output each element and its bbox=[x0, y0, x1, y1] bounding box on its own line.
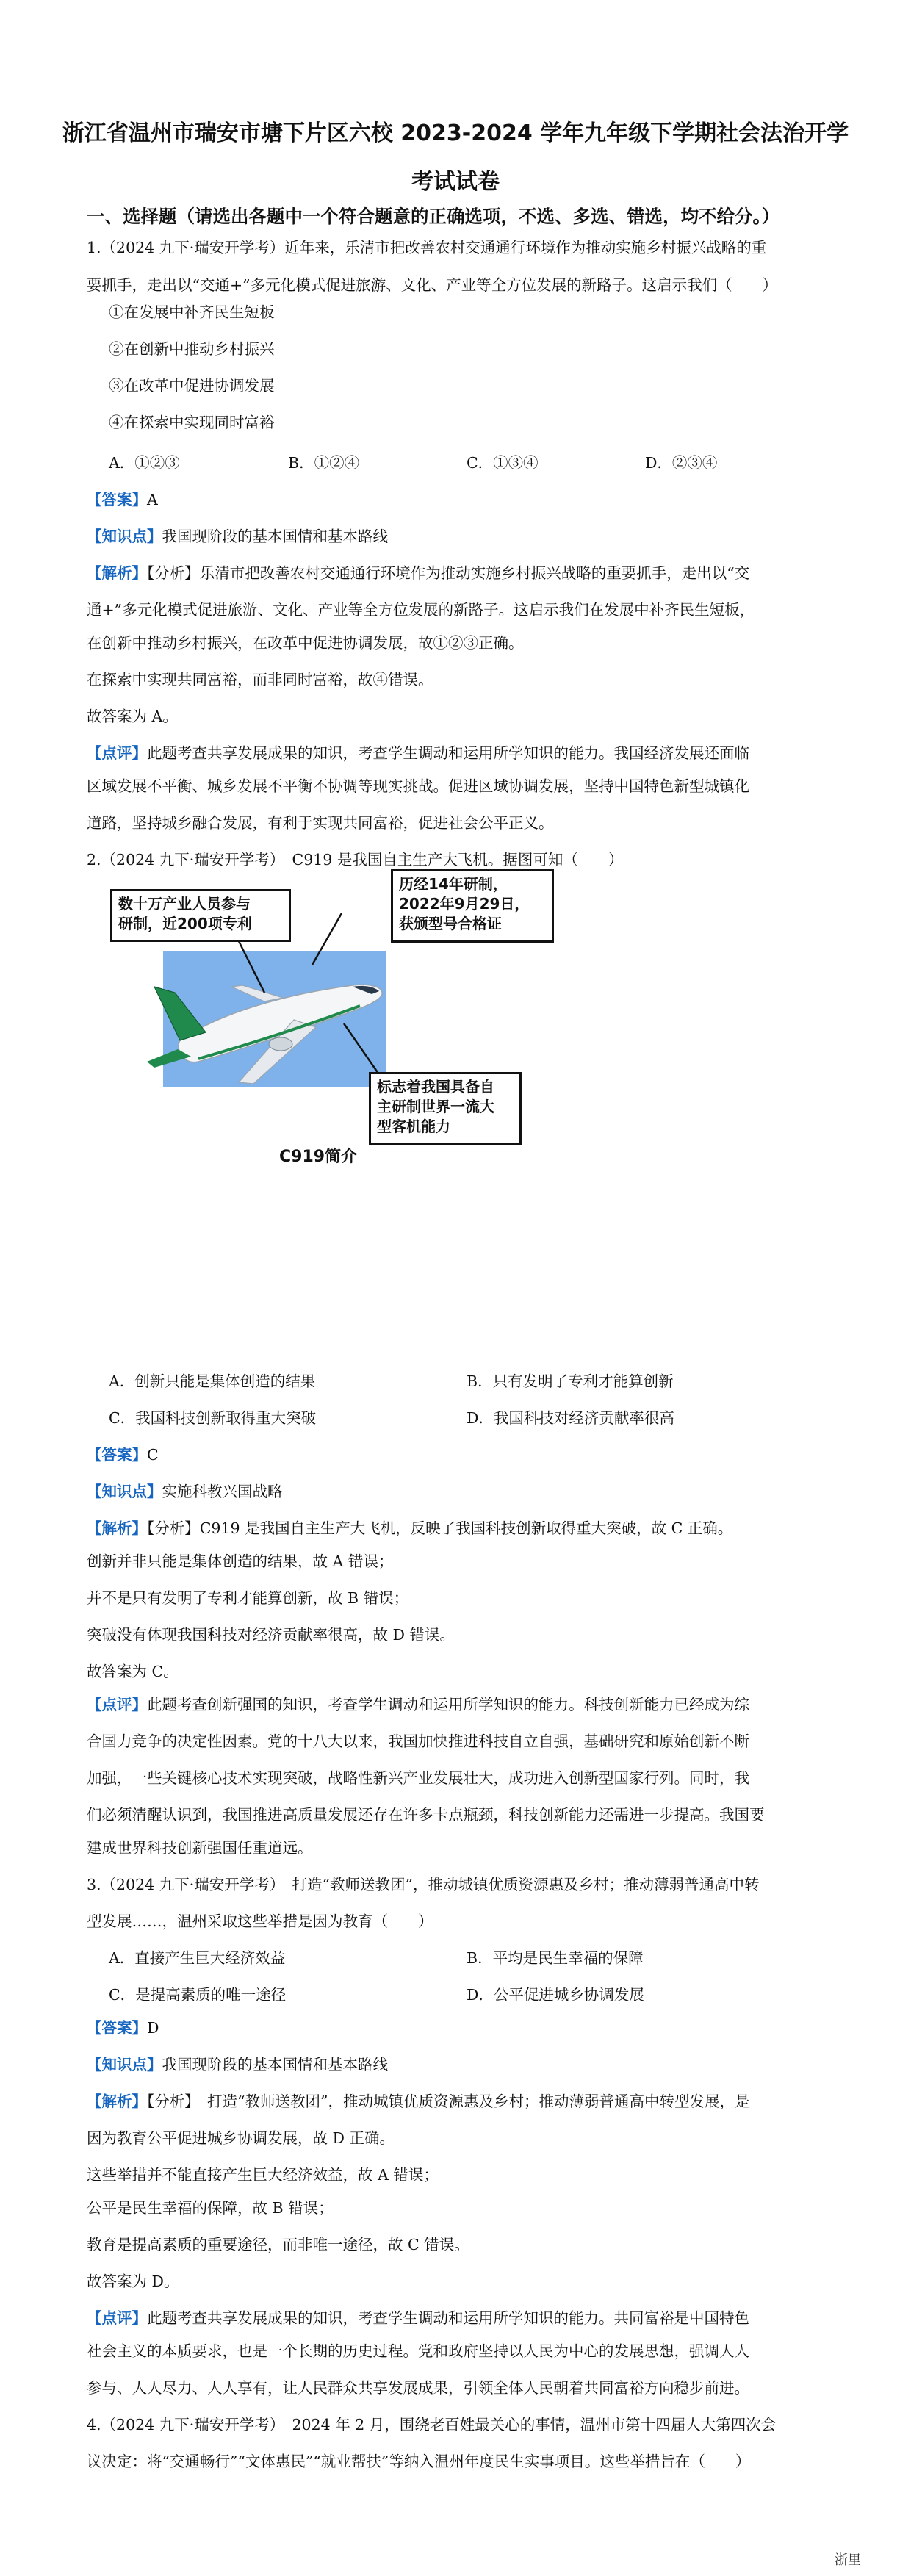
q3-analysis-line4: 公平是民生幸福的保障，故 B 错误； bbox=[87, 2199, 334, 2217]
analysis-text: 【分析】C919 是我国自主生产大飞机，反映了我国科技创新取得重大突破，故 C 正确。 bbox=[147, 1519, 733, 1537]
q1-option-a: A．①②③ bbox=[109, 454, 180, 472]
q1-analysis-line5: 故答案为 A。 bbox=[87, 708, 178, 725]
knowledge-text: 我国现阶段的基本国情和基本路线 bbox=[162, 2056, 388, 2073]
q3-analysis-line1 bbox=[87, 2090, 749, 2112]
comment-text: 此题考查创新强国的知识，考查学生调动和运用所学知识的能力。科技创新能力已经成为综 bbox=[147, 1696, 749, 1713]
q3-option-b: B．平均是民生幸福的保障 bbox=[467, 1949, 644, 1967]
q1-analysis-line2: 通+”多元化模式促进旅游、文化、产业等全方位发展的新路子。这启示我们在发展中补齐民生短板， bbox=[87, 601, 755, 619]
answer-tag: 【答案】 bbox=[87, 491, 147, 508]
q2-option-a: A．创新只能是集体创造的结果 bbox=[109, 1372, 316, 1390]
knowledge-tag: 【知识点】 bbox=[87, 1483, 162, 1500]
q1-comment-line1 bbox=[87, 742, 749, 764]
q3-analysis-line2: 因为教育公平促进城乡协调发展，故 D 正确。 bbox=[87, 2129, 395, 2147]
q2-comment-line3: 加强，一些关键核心技术实现突破，战略性新兴产业发展壮大，成功进入创新型国家行列。同时，我 bbox=[87, 1769, 749, 1787]
knowledge-text: 我国现阶段的基本国情和基本路线 bbox=[162, 528, 388, 545]
q1-analysis-line1 bbox=[87, 562, 749, 584]
q2-analysis-line2: 创新并非只能是集体创造的结果，故 A 错误； bbox=[87, 1553, 394, 1570]
q1-answer bbox=[87, 489, 158, 511]
q2-comment-line1 bbox=[87, 1694, 749, 1716]
q2-knowledge-point bbox=[87, 1481, 283, 1503]
q3-comment-line3: 参与、人人尽力、人人享有，让人民群众共享发展成果，引领全体人民朝着共同富裕方向稳步前进。 bbox=[87, 2379, 749, 2397]
knowledge-text: 实施科教兴国战略 bbox=[162, 1483, 283, 1500]
analysis-tag: 【解析】 bbox=[87, 1519, 147, 1537]
q3-option-a: A．直接产生巨大经济效益 bbox=[109, 1949, 286, 1967]
q1-item-4: ④在探索中实现同时富裕 bbox=[109, 414, 275, 431]
answer-value: C bbox=[147, 1446, 159, 1464]
callout-top-line1: 历经14年研制， bbox=[399, 875, 508, 893]
q2-analysis-line1 bbox=[87, 1517, 732, 1539]
analysis-tag: 【解析】 bbox=[87, 2093, 147, 2110]
q1-knowledge-point bbox=[87, 525, 388, 547]
q3-stem-line2: 型发展……，温州采取这些举措是因为教育（ ） bbox=[87, 1913, 433, 1930]
analysis-tag: 【解析】 bbox=[87, 564, 147, 582]
answer-tag: 【答案】 bbox=[87, 2019, 147, 2037]
q3-knowledge-point bbox=[87, 2054, 388, 2076]
q4-stem-line1: 4.（2024 九下·瑞安开学考） 2024 年 2 月，围绕老百姓最关心的事情，温州市第十四届人大第四次会 bbox=[87, 2416, 777, 2433]
comment-text: 此题考查共享发展成果的知识，考查学生调动和运用所学知识的能力。我国经济发展还面临 bbox=[147, 744, 749, 762]
callout-top bbox=[391, 869, 554, 943]
q1-option-b: B．①②④ bbox=[288, 454, 360, 472]
comment-text: 此题考查共享发展成果的知识，考查学生调动和运用所学知识的能力。共同富裕是中国特色 bbox=[147, 2309, 749, 2327]
q1-stem-line2: 要抓手，走出以“交通+”多元化模式促进旅游、文化、产业等全方位发展的新路子。这启示我们（ ） bbox=[87, 276, 778, 294]
q1-item-2: ②在创新中推动乡村振兴 bbox=[109, 340, 275, 358]
answer-value: D bbox=[147, 2019, 159, 2037]
q1-option-c: C．①③④ bbox=[467, 454, 539, 472]
q3-analysis-line5: 教育是提高素质的重要途径，而非唯一途径，故 C 错误。 bbox=[87, 2236, 469, 2253]
q2-option-d: D．我国科技对经济贡献率很高 bbox=[467, 1409, 674, 1427]
q2-comment-line2: 合国力竞争的决定性因素。党的十八大以来，我国加快推进科技自立自强，基础研究和原始创新不断 bbox=[87, 1733, 749, 1750]
callout-left-line2: 研制，近200项专利 bbox=[118, 915, 252, 932]
analysis-text: 【分析】乐清市把改善农村交通通行环境作为推动实施乡村振兴战略的重要抓手，走出以“交 bbox=[147, 564, 750, 582]
page-title-line1: 浙江省温州市瑞安市塘下片区六校 2023-2024 学年九年级下学期社会法治开学 bbox=[62, 120, 849, 146]
figure-caption: C919简介 bbox=[279, 1148, 358, 1166]
q3-answer bbox=[87, 2017, 159, 2039]
callout-left-line1: 数十万产业人员参与 bbox=[118, 895, 251, 913]
q2-answer bbox=[87, 1444, 159, 1466]
q3-option-d: D．公平促进城乡协调发展 bbox=[467, 1986, 644, 2004]
q2-analysis-line3: 并不是只有发明了专利才能算创新，故 B 错误； bbox=[87, 1589, 409, 1607]
q1-analysis-line4: 在探索中实现共同富裕，而非同时富裕，故④错误。 bbox=[87, 671, 433, 688]
analysis-text: 【分析】 打造“教师送教团”，推动城镇优质资源惠及乡村；推动薄弱普通高中转型发展，是 bbox=[147, 2093, 750, 2110]
knowledge-tag: 【知识点】 bbox=[87, 2056, 162, 2073]
q3-analysis-line3: 这些举措并不能直接产生巨大经济效益，故 A 错误； bbox=[87, 2166, 439, 2184]
q1-item-1: ①在发展中补齐民生短板 bbox=[109, 303, 275, 321]
callout-top-line2: 2022年9月29日， bbox=[399, 895, 530, 913]
q3-comment-line1 bbox=[87, 2307, 749, 2329]
comment-tag: 【点评】 bbox=[87, 744, 147, 762]
q2-analysis-line4: 突破没有体现我国科技对经济贡献率很高，故 D 错误。 bbox=[87, 1626, 455, 1644]
q2-option-c: C．我国科技创新取得重大突破 bbox=[109, 1409, 317, 1427]
q2-option-b: B．只有发明了专利才能算创新 bbox=[467, 1372, 674, 1390]
callout-bottom-line3: 型客机能力 bbox=[377, 1118, 450, 1135]
comment-tag: 【点评】 bbox=[87, 2309, 147, 2327]
q3-analysis-line6: 故答案为 D。 bbox=[87, 2273, 179, 2290]
answer-value: A bbox=[147, 491, 158, 508]
callout-bottom-line2: 主研制世界一流大 bbox=[377, 1098, 494, 1115]
page-title-line2: 考试试卷 bbox=[411, 169, 500, 195]
callout-bottom bbox=[369, 1072, 522, 1145]
q4-stem-line2: 议决定：将“交通畅行”“文体惠民”“就业帮扶”等纳入温州年度民生实事项目。这些举措旨在（ ） bbox=[87, 2453, 751, 2470]
q3-option-c: C．是提高素质的唯一途径 bbox=[109, 1986, 287, 2004]
q1-option-d: D．②③④ bbox=[645, 454, 718, 472]
q2-analysis-line5: 故答案为 C。 bbox=[87, 1663, 179, 1680]
q1-item-3: ③在改革中促进协调发展 bbox=[109, 377, 275, 395]
q2-comment-line5: 建成世界科技创新强国任重道远。 bbox=[87, 1839, 313, 1857]
callout-bottom-line1: 标志着我国具备自 bbox=[377, 1078, 494, 1095]
q1-comment-line3: 道路，坚持城乡融合发展，有利于实现共同富裕，促进社会公平正义。 bbox=[87, 814, 554, 832]
q2-stem: 2.（2024 九下·瑞安开学考） C919 是我国自主生产大飞机。据图可知（ ） bbox=[87, 851, 624, 868]
q1-comment-line2: 区域发展不平衡、城乡发展不平衡不协调等现实挑战。促进区域协调发展，坚持中国特色新型城镇化 bbox=[87, 777, 749, 795]
comment-tag: 【点评】 bbox=[87, 1696, 147, 1713]
q1-analysis-line3: 在创新中推动乡村振兴，在改革中促进协调发展，故①②③正确。 bbox=[87, 634, 524, 652]
callout-top-line3: 获颁型号合格证 bbox=[399, 915, 502, 932]
q3-comment-line2: 社会主义的本质要求，也是一个长期的历史过程。党和政府坚持以人民为中心的发展思想，强调人人 bbox=[87, 2342, 749, 2360]
page-footer: 浙里 bbox=[835, 2552, 861, 2568]
callout-left bbox=[110, 889, 291, 942]
q1-stem-line1: 1.（2024 九下·瑞安开学考）近年来，乐清市把改善农村交通通行环境作为推动实施乡村振兴战略的重 bbox=[87, 239, 767, 256]
q2-comment-line4: 们必须清醒认识到，我国推进高质量发展还存在许多卡点瓶颈，科技创新能力还需进一步提高。我国要 bbox=[87, 1806, 765, 1824]
section-heading: 一、选择题（请选出各题中一个符合题意的正确选项，不选、多选、错选，均不给分。） bbox=[87, 206, 780, 227]
q3-stem-line1: 3.（2024 九下·瑞安开学考） 打造“教师送教团”，推动城镇优质资源惠及乡村；推动薄弱普通高中转 bbox=[87, 1876, 760, 1893]
knowledge-tag: 【知识点】 bbox=[87, 528, 162, 545]
answer-tag: 【答案】 bbox=[87, 1446, 147, 1464]
